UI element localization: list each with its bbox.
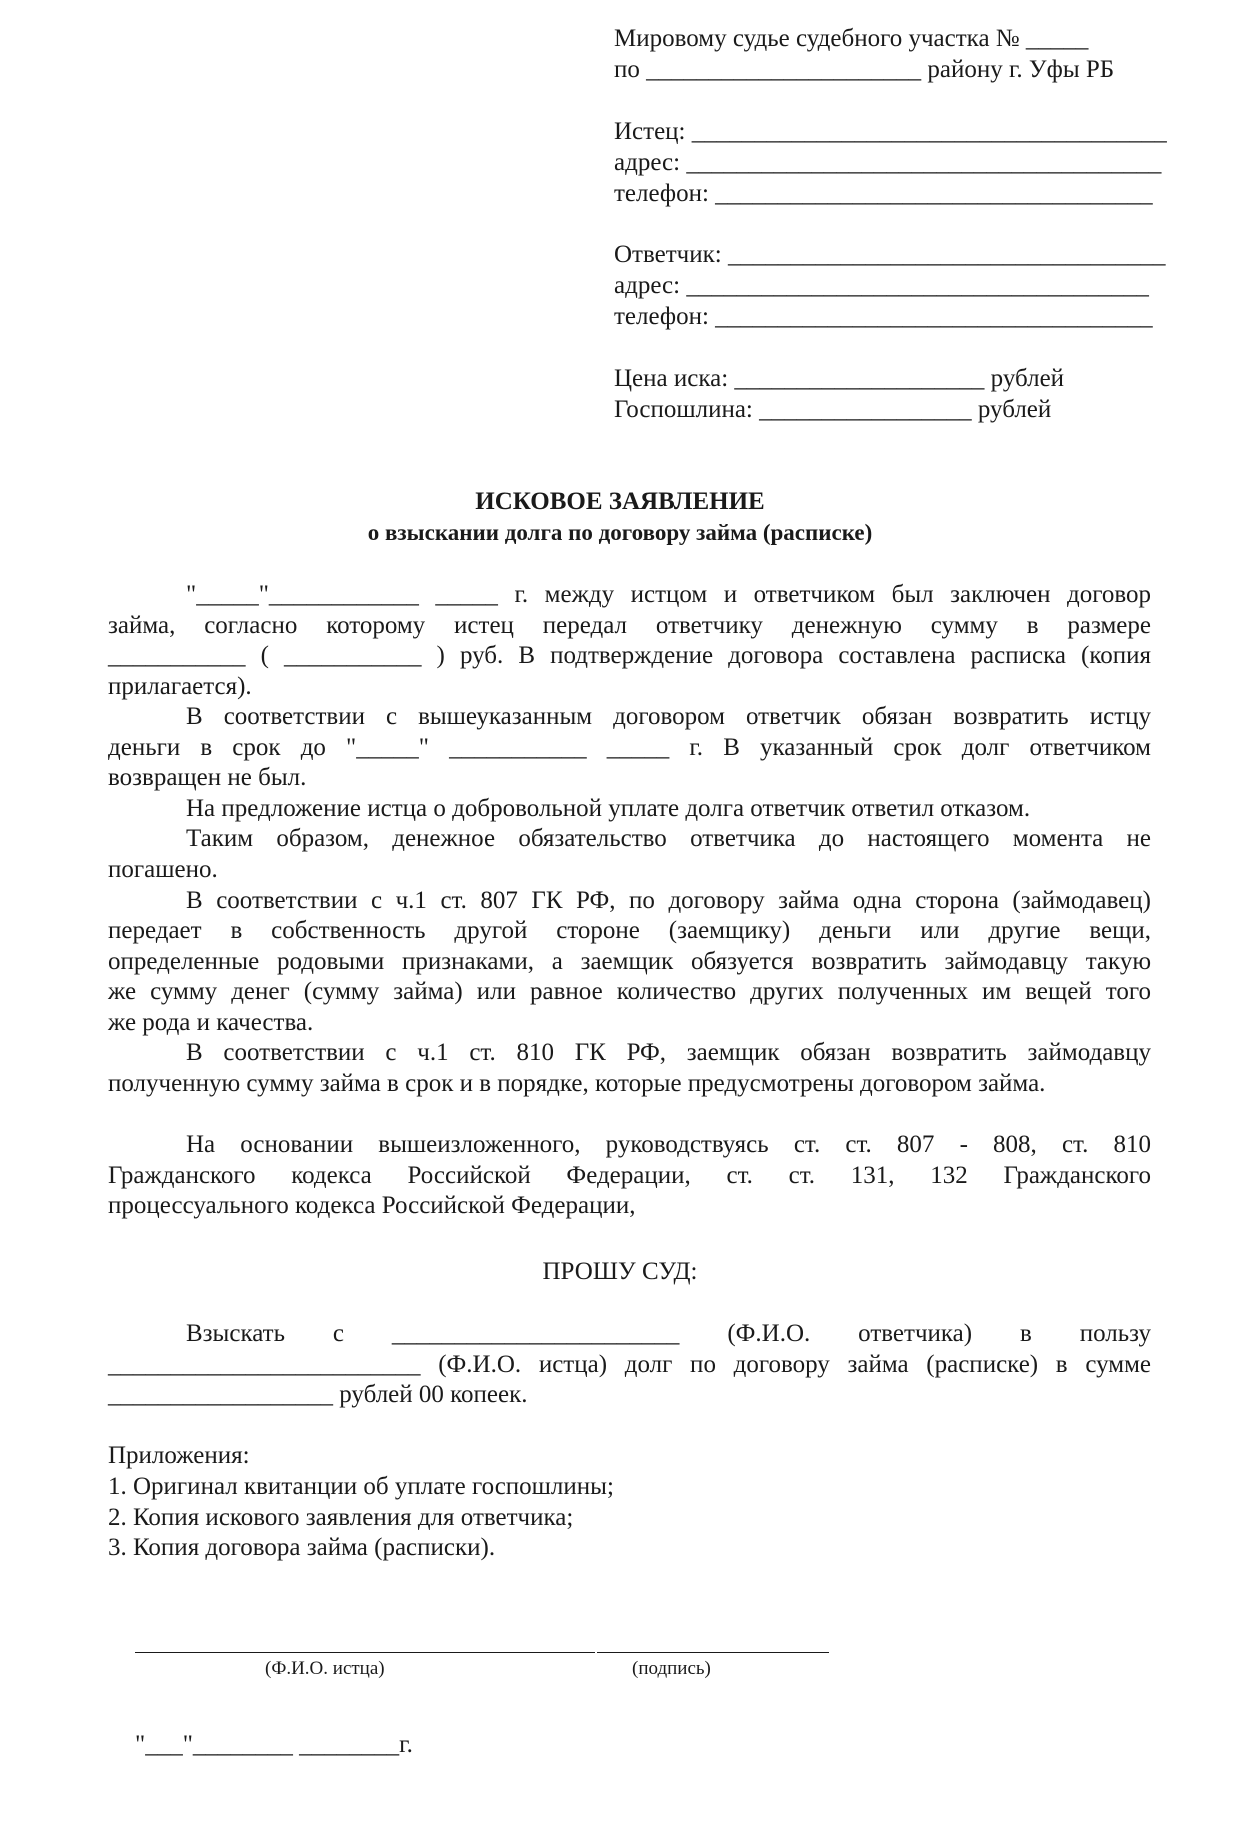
para-6-line-2: полученную сумму займа в срок и в порядке, которые предусмотрены договором займа.	[108, 1070, 1046, 1097]
document-title: ИСКОВОЕ ЗАЯВЛЕНИЕ	[475, 488, 765, 515]
para-7-line-1: На основании вышеизложенного, руководствуясь ст. ст. 807 - 808, ст. 810	[186, 1131, 1151, 1158]
plaintiff-field: Истец: ______________________________________	[614, 118, 1167, 145]
defendant-field: Ответчик: ___________________________________	[614, 241, 1166, 268]
para-5-line-1: В соответствии с ч.1 ст. 807 ГК РФ, по договору займа одна сторона (займодавец)	[186, 887, 1151, 914]
attachments-heading: Приложения:	[108, 1442, 250, 1469]
para-6-line-1: В соответствии с ч.1 ст. 810 ГК РФ, заемщик обязан возвратить займодавцу	[186, 1039, 1151, 1066]
defendant-address-field: адрес: _____________________________________	[614, 272, 1149, 299]
attachment-item: 2. Копия искового заявления для ответчика;	[108, 1504, 574, 1531]
para-2-line-3: возвращен не был.	[108, 764, 307, 791]
plaintiff-phone-field: телефон: ___________________________________	[614, 180, 1153, 207]
para-2-line-2: деньги в срок до "_____" ___________ _____ г. В указанный срок долг ответчиком	[108, 734, 1151, 761]
para-3: На предложение истца о добровольной уплате долга ответчик ответил отказом.	[186, 795, 1031, 822]
court-line-1: Мировому судье судебного участка № _____	[614, 25, 1089, 52]
request-line-2: _________________________ (Ф.И.О. истца) долг по договору займа (расписке) в сумме	[108, 1351, 1151, 1378]
attachment-item: 1. Оригинал квитанции об уплате госпошлины;	[108, 1473, 614, 1500]
para-4-line-2: погашено.	[108, 856, 218, 883]
attachment-item: 3. Копия договора займа (расписки).	[108, 1534, 496, 1561]
para-4-line-1: Таким образом, денежное обязательство ответчика до настоящего момента не	[186, 825, 1151, 852]
para-1-line-4: прилагается).	[108, 673, 252, 700]
name-caption: (Ф.И.О. истца)	[265, 1658, 385, 1679]
signature-line	[597, 1652, 829, 1653]
para-1-line-2: займа, согласно которому истец передал ответчику денежную сумму в размере	[108, 612, 1151, 639]
para-7-line-2: Гражданского кодекса Российской Федерации, ст. ст. 131, 132 Гражданского	[108, 1162, 1151, 1189]
para-5-line-2: передает в собственность другой стороне (заемщику) деньги или другие вещи,	[108, 917, 1151, 944]
signature-caption: (подпись)	[632, 1658, 711, 1679]
state-fee-field: Госпошлина: _________________ рублей	[614, 396, 1052, 423]
para-5-line-5: же рода и качества.	[108, 1009, 314, 1036]
claim-price-field: Цена иска: ____________________ рублей	[614, 365, 1065, 392]
plaintiff-address-field: адрес: ______________________________________	[614, 149, 1162, 176]
request-line-1: Взыскать с _______________________ (Ф.И.О. ответчика) в пользу	[186, 1320, 1151, 1347]
request-line-3: __________________ рублей 00 копеек.	[108, 1381, 528, 1408]
para-2-line-1: В соответствии с вышеуказанным договором ответчик обязан возвратить истцу	[186, 703, 1151, 730]
date-line: "___"________ ________г.	[135, 1731, 413, 1758]
para-5-line-3: определенные родовыми признаками, а заемщик обязуется возвратить займодавцу такую	[108, 948, 1151, 975]
defendant-phone-field: телефон: ___________________________________	[614, 303, 1153, 330]
court-line-2: по ______________________ району г. Уфы РБ	[614, 56, 1115, 83]
para-5-line-4: же сумму денег (сумму займа) или равное количество других полученных им вещей того	[108, 978, 1151, 1005]
request-heading: ПРОШУ СУД:	[542, 1258, 698, 1285]
document-subtitle: о взыскании долга по договору займа (расписке)	[367, 520, 873, 545]
para-1-line-3: ___________ ( ___________ ) руб. В подтверждение договора составлена расписка (копия	[108, 642, 1151, 669]
para-1-line-1: "_____"____________ _____ г. между истцом и ответчиком был заключен договор	[186, 581, 1151, 608]
para-7-line-3: процессуального кодекса Российской Федерации,	[108, 1192, 636, 1219]
name-signature-line	[135, 1652, 595, 1653]
